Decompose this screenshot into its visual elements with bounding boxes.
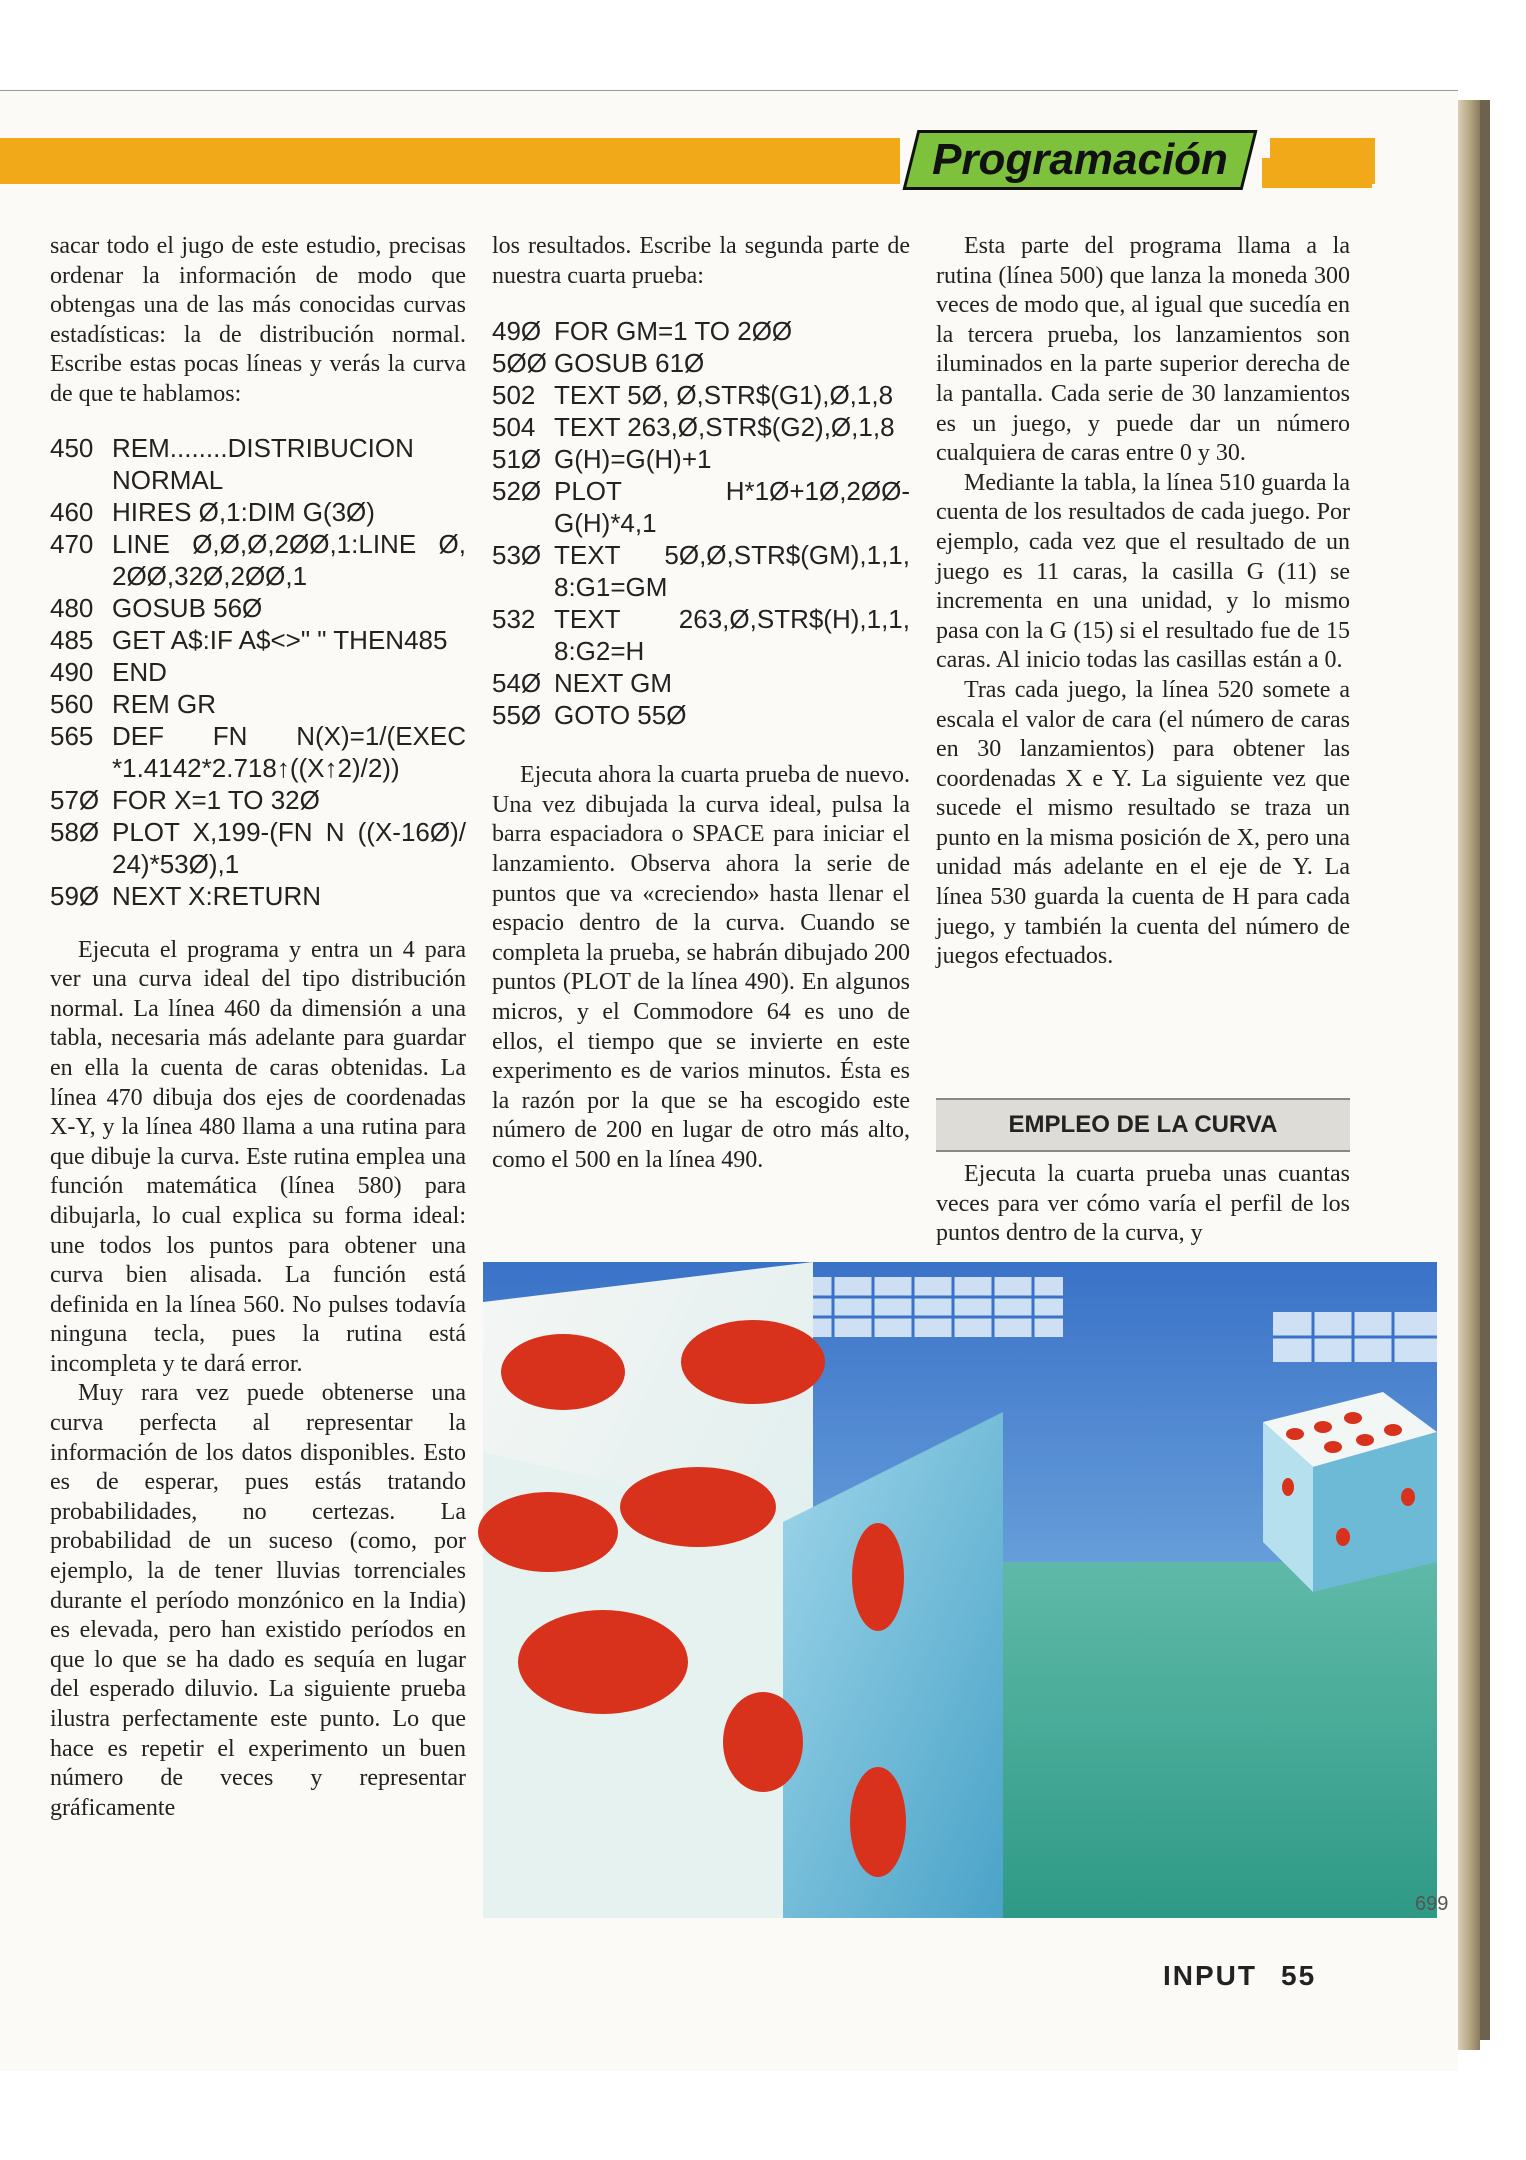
dice-illustration [483, 1262, 1449, 1918]
code-line [492, 411, 910, 443]
code-line-text: TEXT 5Ø,Ø,STR$(GM),1,1, 8:G1=GM [554, 540, 910, 603]
code-line-text: GOTO 55Ø [554, 700, 687, 731]
code-line-text: TEXT 5Ø, Ø,STR$(G1),Ø,1,8 [554, 380, 894, 411]
page-spine-shadow [1480, 100, 1490, 2040]
code-line-number: 450 [50, 432, 94, 463]
page-code: 699 [1415, 1893, 1449, 1915]
code-line-number: 57Ø [50, 784, 100, 815]
code-line [50, 816, 466, 880]
code-line [492, 699, 910, 731]
column-1 [50, 232, 466, 1823]
col3-paragraph-3: Tras cada juego, la línea 520 somete a escala el valor de cara (el número de caras en 30 lanzamientos) para obtener las coordenadas X e Y. La siguiente vez que sucede el mismo resultado se traza un punto en la misma posición de X, pero una unidad más adelante en el eje de Y. La línea 530 guarda la cuenta de H para cada juego, y también la cuenta del número de juegos efectuados. [936, 676, 1350, 970]
header-band-tail [1262, 158, 1372, 188]
code-line-number: 55Ø [492, 700, 542, 731]
code-line-number: 460 [50, 496, 94, 527]
code-line [50, 624, 466, 656]
page-spine [1458, 100, 1480, 2050]
code-line-number: 504 [492, 412, 536, 443]
col1-paragraph-1: Ejecuta el programa y entra un 4 para ver una curva ideal del tipo distribución normal. La línea 460 da dimensión a una tabla, necesaria más adelante para guardar en ella la cuenta de caras obtenidas. La línea 470 dibuja dos ejes de coordenadas X-Y, y la línea 480 llama a una rutina para que dibuje la curva. Este rutina emplea una función matemática (línea 580) para dibujarla, lo cual explica su forma ideal: une todos los puntos para obtener una curva bien alisada. La función está definida en la línea 560. No pulses todavía ninguna tecla, pues la rutina está incompleta y te dará error. [50, 936, 466, 1377]
column-2 [492, 232, 910, 1176]
section-heading: EMPLEO DE LA CURVA [936, 1098, 1350, 1152]
code-line-text: NEXT GM [554, 668, 672, 699]
code-line-text: GOSUB 61Ø [554, 348, 705, 379]
code-line-text: FOR GM=1 TO 2ØØ [554, 316, 793, 347]
code-line-text: NEXT X:RETURN [112, 880, 321, 911]
col3-paragraph-4: Ejecuta la cuarta prueba unas cuantas veces para ver cómo varía el perfil de los puntos dentro de la curva, y [936, 1161, 1350, 1247]
code-line-number: 5ØØ [492, 348, 547, 379]
code-line-number: 52Ø [492, 476, 542, 507]
column-3-continued [936, 1160, 1350, 1249]
code-line-number: 490 [50, 656, 94, 687]
code-line [492, 315, 910, 347]
code-line [50, 496, 466, 528]
code-line [50, 720, 466, 784]
code-line-number: 502 [492, 380, 536, 411]
col2-intro: los resultados. Escribe la segunda parte de nuestra cuarta prueba: [492, 233, 910, 289]
column-3 [936, 232, 1350, 972]
code-line [492, 603, 910, 667]
code-line-text: DEF FN N(X)=1/(EXEC *1.4142*2.718↑((X↑2)/2)) [112, 720, 466, 783]
code-line [50, 432, 466, 496]
code-line [492, 347, 910, 379]
code-line-text: G(H)=G(H)+1 [554, 444, 712, 475]
col2-paragraph-1: Ejecuta ahora la cuarta prueba de nuevo. Una vez dibujada la curva ideal, pulsa la barra espaciadora o SPACE para iniciar el lanzamiento. Observa ahora la serie de puntos que va «creciendo» hasta llenar el espacio dentro de la curva. Cuando se completa la prueba, se habrán dibujado 200 puntos (PLOT de la línea 490). En algunos micros, y el Commodore 64 es uno de ellos, el tiempo que se invierte en este experimento es de varios minutos. Ésta es la razón por la que se ha escogido este número de 200 en lugar de otro más alto, como el 500 en la línea 490. [492, 762, 910, 1173]
page-number: 55 [1281, 1960, 1317, 1991]
code-line-number: 470 [50, 528, 94, 559]
code-line-number: 560 [50, 688, 94, 719]
footer [1163, 1960, 1316, 1992]
code-line [492, 539, 910, 603]
code-listing-1 [50, 432, 466, 912]
code-line [492, 379, 910, 411]
code-line-number: 59Ø [50, 880, 100, 911]
code-line-text: REM GR [112, 688, 216, 719]
dice-illustration-svg [483, 1262, 1449, 1918]
code-line-number: 58Ø [50, 816, 100, 847]
code-line-number: 532 [492, 604, 536, 635]
code-line [50, 528, 466, 592]
code-line [50, 688, 466, 720]
code-line-text: GET A$:IF A$<>" " THEN485 [112, 624, 448, 655]
code-line [492, 667, 910, 699]
code-line [50, 656, 466, 688]
code-line [50, 592, 466, 624]
code-line-text: HIRES Ø,1:DIM G(3Ø) [112, 496, 375, 527]
col3-paragraph-2: Mediante la tabla, la línea 510 guarda la cuenta de los resultados de cada juego. Por ejemplo, cada vez que el resultado de un juego es 11 caras, la casilla G (11) se incrementa en una unidad, y lo mismo pasa con la G (15) si el resultado fue de 15 caras. Al inicio todas las casillas están a 0. [936, 469, 1350, 674]
code-line-number: 565 [50, 720, 94, 751]
code-line [492, 475, 910, 539]
code-line-text: END [112, 656, 167, 687]
code-line-text: LINE Ø,Ø,Ø,2ØØ,1:LINE Ø, 2ØØ,32Ø,2ØØ,1 [112, 528, 466, 591]
code-line [492, 443, 910, 475]
col1-intro: sacar todo el jugo de este estudio, precisas ordenar la información de modo que obtengas una de las más conocidas curvas estadísticas: la de distribución normal. Escribe estas pocas líneas y verás la curva de que te hablamos: [50, 233, 466, 407]
code-line-number: 485 [50, 624, 94, 655]
col1-paragraph-2: Muy rara vez puede obtenerse una curva perfecta al representar la información de los datos disponibles. Esto es de esperar, pues estás tratando probabilidades, no certezas. La probabilidad de un suceso (como, por ejemplo, la de tener lluvias torrenciales durante el período monzónico en la India) es elevada, pero han existido períodos en que lo que se ha dado es sequía en lugar del esperado diluvio. La siguiente prueba ilustra perfectamente este punto. Lo que hace es repetir el experimento un buen número de veces y representar gráficamente [50, 1380, 466, 1821]
col3-paragraph-1: Esta parte del programa llama a la rutina (línea 500) que lanza la moneda 300 veces de modo que, al igual que sucedía en la tercera prueba, los lanzamientos son iluminados en la parte superior derecha de la pantalla. Cada serie de 30 lanzamientos es un juego, y puede dar un número cualquiera de caras entre 0 y 30. [936, 233, 1350, 467]
section-title: Programación [932, 135, 1228, 184]
code-line-text: REM........DISTRIBUCION NORMAL [112, 432, 414, 495]
code-line [50, 784, 466, 816]
code-line [50, 880, 466, 912]
code-line-text: TEXT 263,Ø,STR$(G2),Ø,1,8 [554, 412, 895, 443]
code-line-number: 53Ø [492, 540, 542, 571]
code-line-number: 51Ø [492, 444, 542, 475]
footer-brand: INPUT [1163, 1960, 1257, 1991]
code-line-number: 480 [50, 592, 94, 623]
code-line-number: 54Ø [492, 668, 542, 699]
code-listing-2 [492, 315, 910, 731]
code-line-number: 49Ø [492, 316, 542, 347]
code-line-text: GOSUB 56Ø [112, 592, 263, 623]
code-line-text: PLOT X,199-(FN N ((X-16Ø)/ 24)*53Ø),1 [112, 816, 466, 879]
code-line-text: TEXT 263,Ø,STR$(H),1,1, 8:G2=H [554, 604, 910, 667]
code-line-text: FOR X=1 TO 32Ø [112, 784, 320, 815]
code-line-text: PLOT H*1Ø+1Ø,2ØØ- G(H)*4,1 [554, 476, 910, 539]
